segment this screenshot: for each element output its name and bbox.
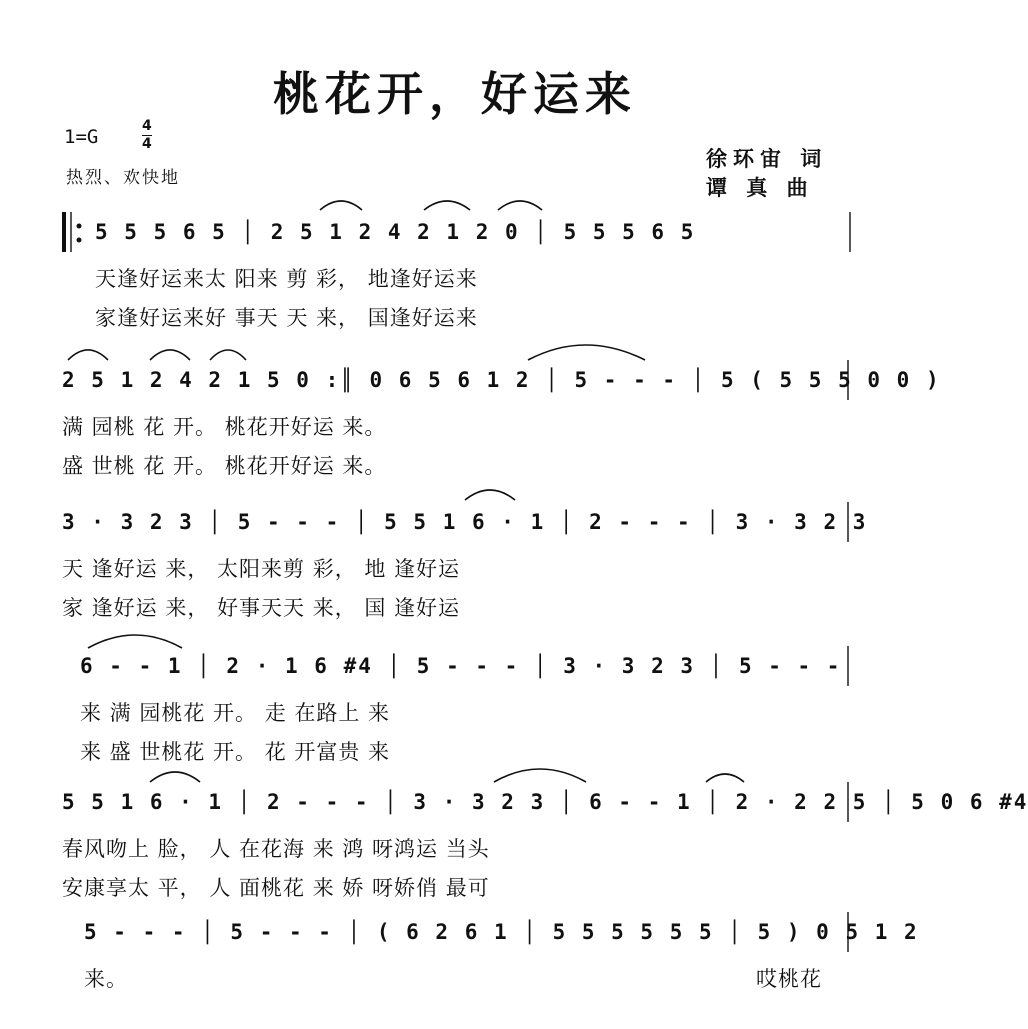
slur	[320, 201, 362, 210]
lyrics-row-1-verse-1: 天逢好运来太 阳来 剪 彩， 地逢好运来	[95, 267, 478, 291]
slur	[88, 635, 182, 648]
lyrics-row-4-verse-1: 来 满 园桃花 开。 走 在路上 来	[80, 701, 391, 725]
slur	[68, 350, 108, 360]
composer-credit: 谭 真 曲	[706, 176, 814, 200]
notation-row-3: 3 · 3 2 3 │ 5 - - - │ 5 5 1 6 · 1 │ 2 - - - │ 3 · 3 2 3	[62, 510, 868, 534]
slur	[424, 201, 470, 210]
repeat-dot	[77, 238, 82, 243]
lyrics-row-1-verse-2: 家逢好运来好 事天 天 来， 国逢好运来	[95, 306, 478, 330]
lyrics-row-6-pickup: 哎桃花	[756, 967, 822, 991]
notation-row-4: 6 - - 1 │ 2 · 1 6 #4 │ 5 - - - │ 3 · 3 2 3 │ 5 - - -	[80, 654, 842, 678]
song-title: 桃花开，好运来	[273, 67, 637, 121]
meter-bottom: 4	[142, 136, 152, 152]
lyrics-row-4-verse-2: 来 盛 世桃花 开。 花 开富贵 来	[80, 740, 391, 764]
repeat-dot	[77, 224, 82, 229]
lyrics-row-5-verse-1: 春风吻上 脸， 人 在花海 来 鸿 呀鸿运 当头	[62, 837, 490, 861]
notation-row-5: 5 5 1 6 · 1 │ 2 - - - │ 3 · 3 2 3 │ 6 - - 1 │ 2 · 2 2 5 │ 5 0 6 #4	[62, 790, 1028, 814]
slur	[706, 774, 744, 782]
tie	[528, 345, 645, 360]
notation-row-6: 5 - - - │ 5 - - - │ ( 6 2 6 1 │ 5 5 5 5 5 5 │ 5 ) 0 5 1 2	[84, 920, 919, 944]
slur	[150, 772, 200, 782]
slur	[150, 350, 190, 360]
lyrics-row-2-verse-1: 满 园桃 花 开。 桃花开好运 来。	[62, 415, 387, 439]
slur	[210, 350, 246, 360]
slur	[498, 201, 542, 210]
slur	[465, 490, 515, 500]
lyricist-credit: 徐环宙 词	[706, 147, 828, 171]
tempo-marking: 热烈、欢快地	[66, 168, 180, 188]
lyrics-row-3-verse-1: 天 逢好运 来， 太阳来剪 彩， 地 逢好运	[62, 557, 461, 581]
notation-row-2: 2 5 1 2 4 2 1 5 0 :║ 0 6 5 6 1 2 │ 5 - - - │ 5 ( 5 5 5 0 0 )	[62, 368, 941, 392]
lyrics-row-6-end: 来。	[84, 967, 128, 991]
lyrics-row-2-verse-2: 盛 世桃 花 开。 桃花开好运 来。	[62, 454, 387, 478]
lyrics-row-3-verse-2: 家 逢好运 来， 好事天天 来， 国 逢好运	[62, 596, 461, 620]
slur	[494, 769, 586, 782]
notation-row-1: 5 5 5 6 5 │ 2 5 1 2 4 2 1 2 0 │ 5 5 5 6 5	[95, 220, 696, 244]
meter-top: 4	[142, 118, 152, 134]
lyrics-row-5-verse-2: 安康享太 平， 人 面桃花 来 娇 呀娇俏 最可	[62, 876, 490, 900]
key-signature: 1=G	[64, 126, 99, 148]
